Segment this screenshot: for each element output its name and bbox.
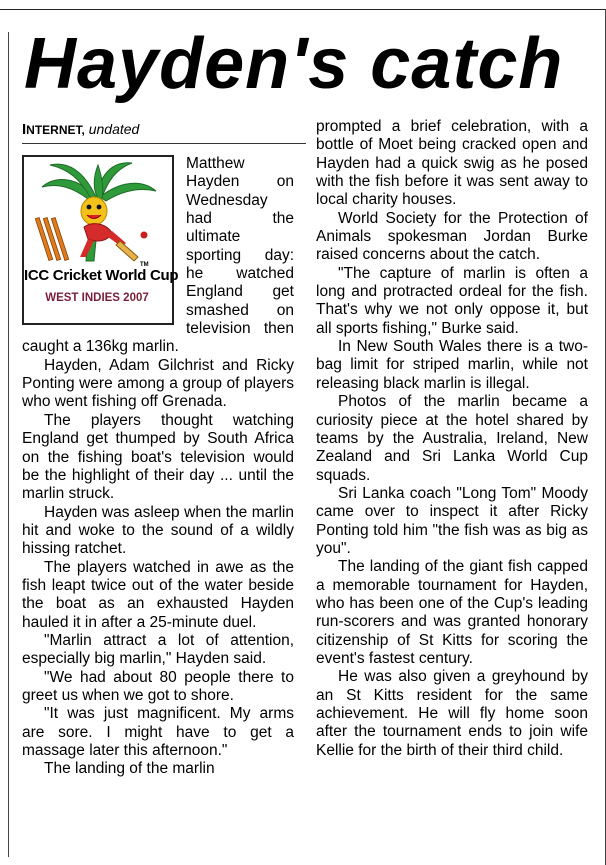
paragraph: The landing of the giant fish capped a memorable tournament for Hayden, who has been one of the Cup's leading run-scorers and was granted honorary citizenship of St Kitts for scoring the event's fastest century. <box>316 558 588 667</box>
byline-date: undated <box>88 121 140 137</box>
left-border-rule <box>8 32 9 857</box>
logo-subtitle: WEST INDIES 2007 <box>45 292 149 304</box>
paragraph: He was also given a greyhound by an St Kitts resident for the same achievement. He will fly home soon after the tournament ends to join wife Kellie for the birth of their third child. <box>316 668 588 759</box>
byline-source-initial: I <box>22 121 27 138</box>
byline <box>22 120 139 139</box>
paragraph: "We had about 80 people there to greet us when we got to shore. <box>22 668 294 704</box>
article-column-1 <box>22 155 294 855</box>
paragraph: Hayden, Adam Gilchrist and Ricky Ponting were among a group of players who went fishing off Grenada. <box>22 356 294 411</box>
paragraph: Hayden was asleep when the marlin hit and woke to the sound of a wildly hissing ratchet. <box>22 503 294 558</box>
logo-trademark: TM <box>140 262 149 268</box>
paragraph: World Society for the Protection of Animals spokesman Jordan Burke raised concerns about the catch. <box>316 209 588 264</box>
article-headline: Hayden's catch <box>24 24 564 104</box>
paragraph: The players watched in awe as the fish leapt twice out of the water beside the boat as an exhausted Hayden hauled it in after a 25-minute duel. <box>22 558 294 631</box>
byline-divider <box>22 143 306 144</box>
paragraph: Matthew Hayden on Wednesday had the ultimate sporting day: he watched England get smashed on television then caught a 136kg marlin. <box>22 155 294 356</box>
byline-source-rest: NTERNET, <box>26 123 85 137</box>
article-column-2 <box>316 118 588 838</box>
logo-title: ICC Cricket World Cup <box>24 267 179 284</box>
paragraph: The players thought watching England get thumped by South Africa on the fishing boat's television would be the highlight of their day ... until the marlin struck. <box>22 411 294 503</box>
paragraph: "It was just magnificent. My arms are sore. I might have to get a massage later this afternoon." <box>22 705 294 759</box>
cricket-palm-tree-mascot-icon <box>28 157 166 265</box>
paragraph: Photos of the marlin became a curiosity piece at the hotel shared by teams by the Australia, Ireland, New Zealand and Sri Lanka World Cup squads. <box>316 393 588 484</box>
paragraph: The landing of the marlin <box>44 760 215 778</box>
paragraph: In New South Wales there is a two-bag limit for striped marlin, while not releasing black marlin is illegal. <box>316 338 588 392</box>
paragraph: prompted a brief celebration, with a bottle of Moet being cracked open and Hayden had a quick swig as he posed with the fish before it was sent away to local charity houses. <box>316 118 588 209</box>
paragraph: Sri Lanka coach "Long Tom" Moody came over to inspect it after Ricky Ponting told him "the fish was as big as you". <box>316 484 588 557</box>
top-border-rule <box>0 9 606 10</box>
byline-source <box>22 121 85 138</box>
world-cup-logo <box>22 155 179 327</box>
paragraph: "The capture of marlin is often a long and protracted ordeal for the fish. That's why we not only oppose it, but all sports fishing," Burke said. <box>316 264 588 337</box>
paragraph: "Marlin attract a lot of attention, especially big marlin," Hayden said. <box>22 631 294 668</box>
